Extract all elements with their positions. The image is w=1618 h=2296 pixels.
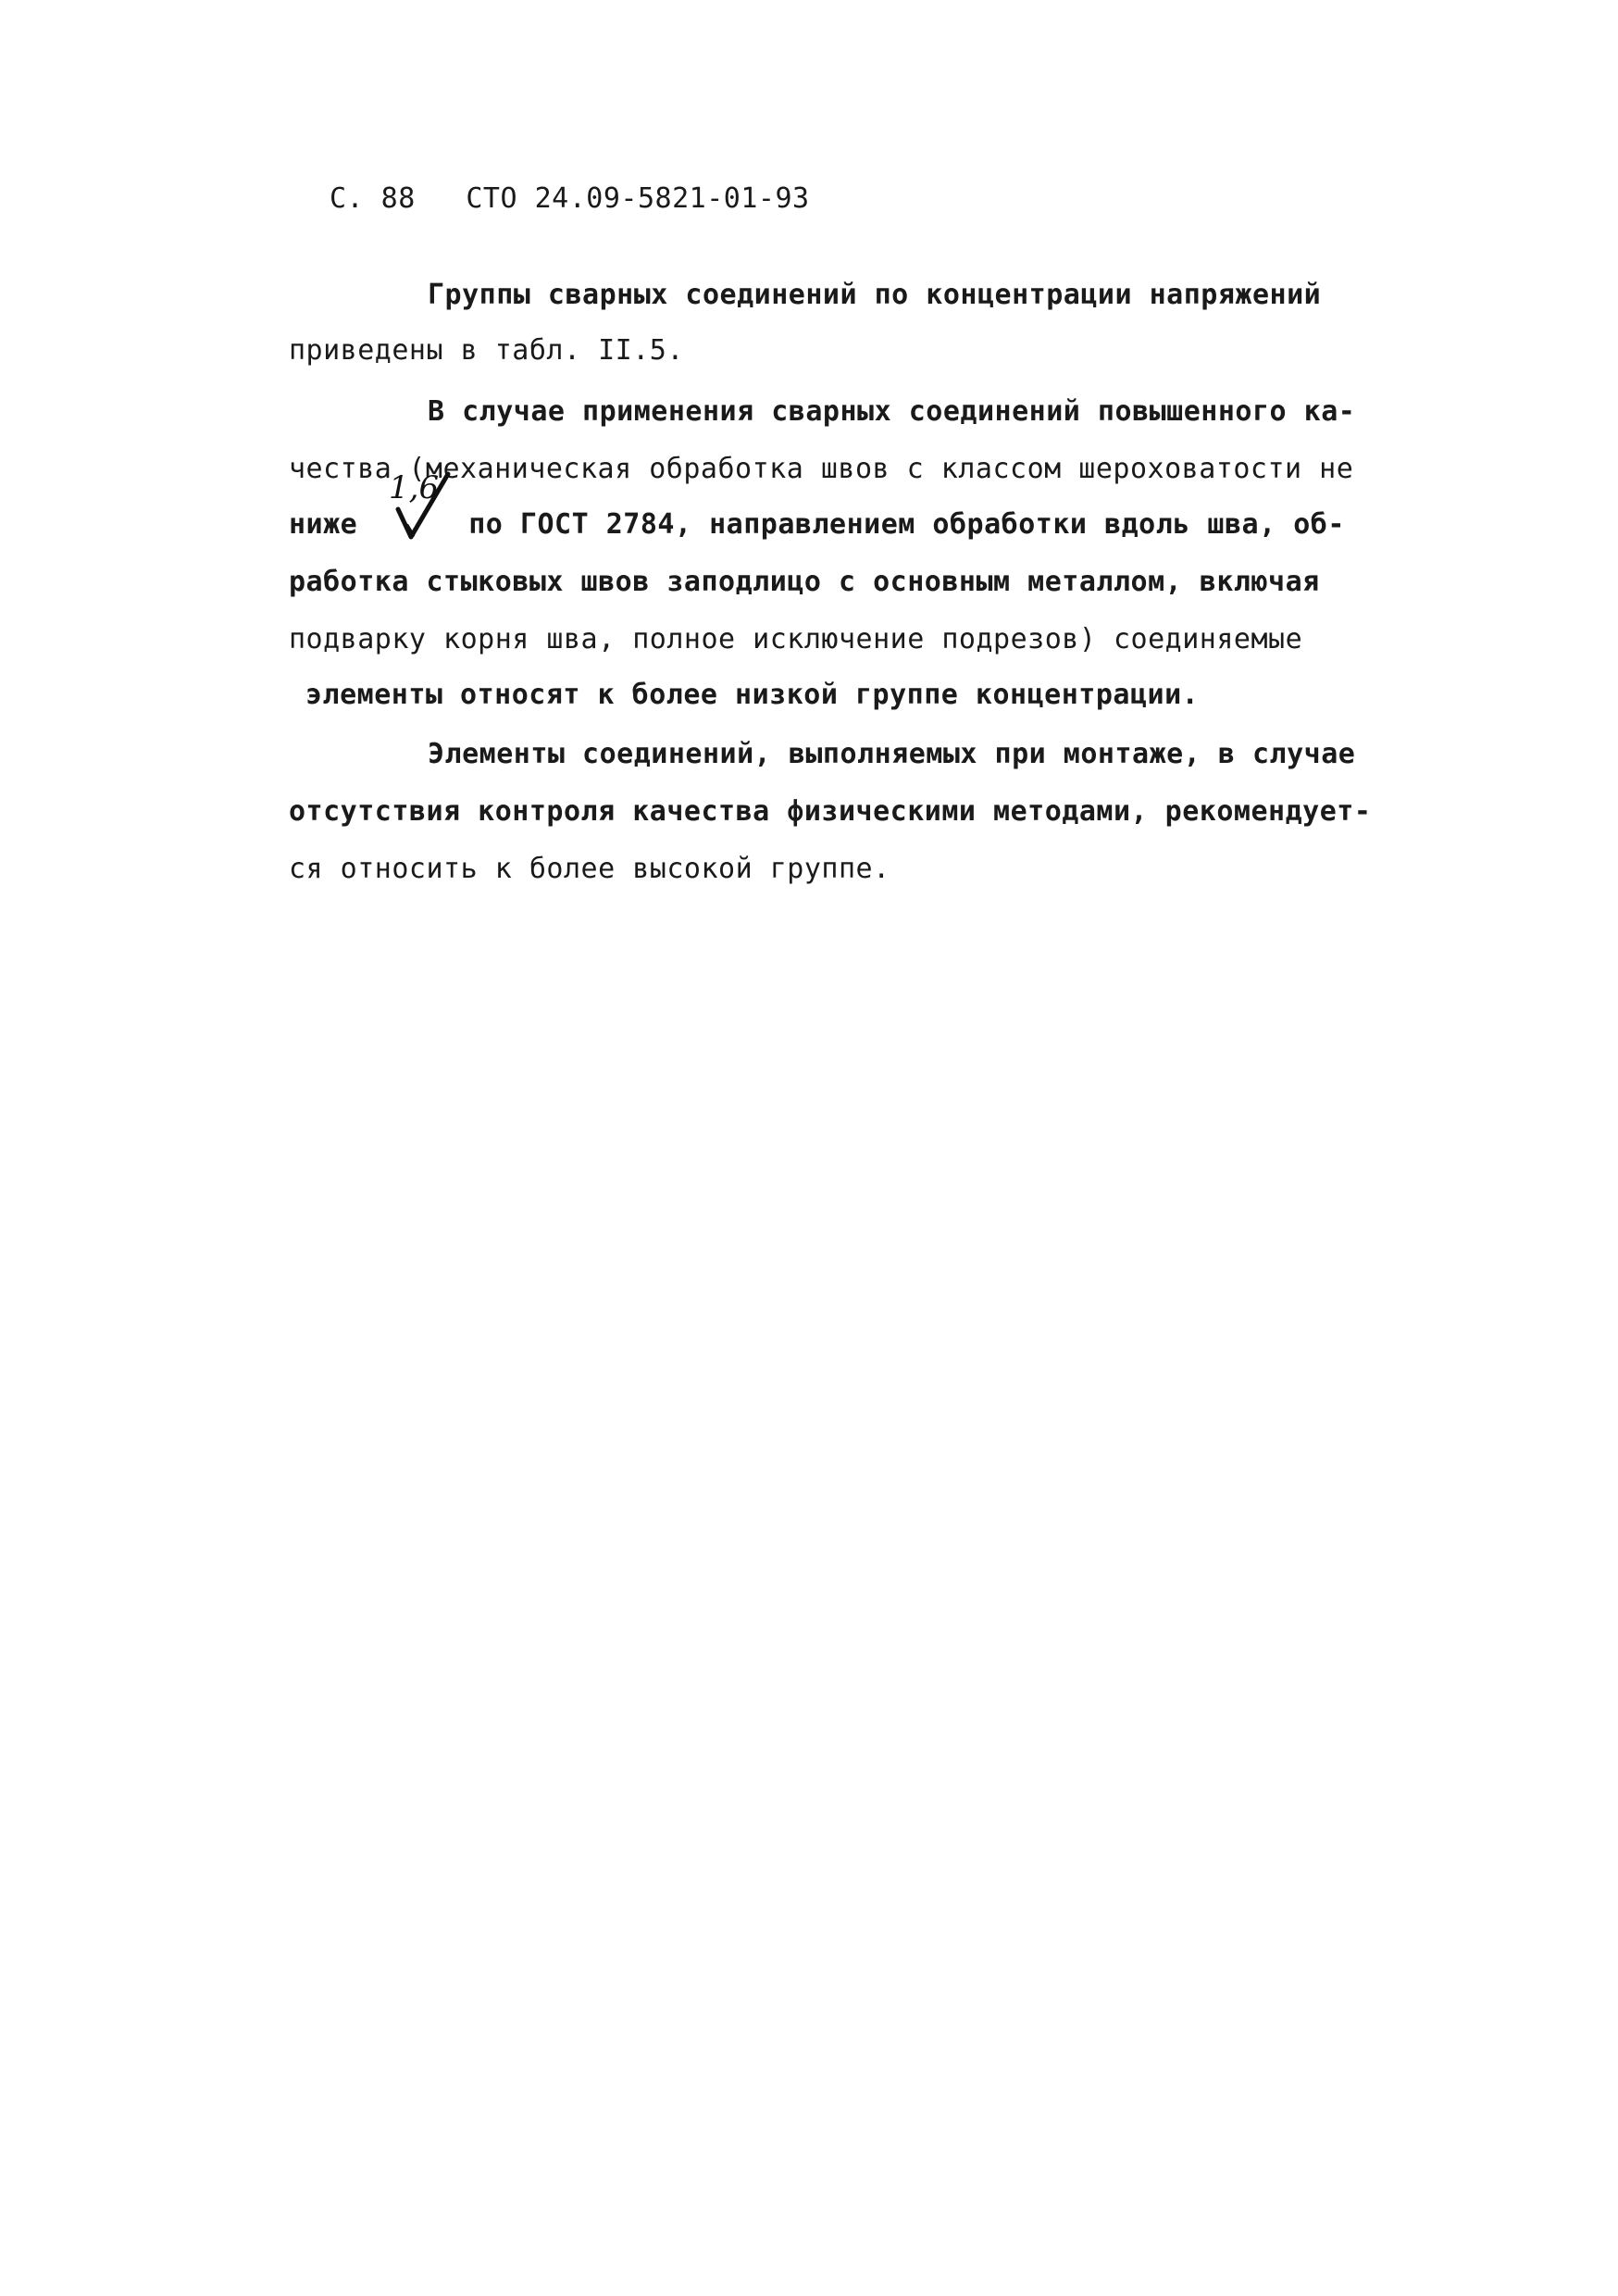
paragraph3-line1: Элементы соединений, выполняемых при монтаже, в случае (428, 738, 1356, 770)
paragraph1-line2: приведены в табл. II.5. (289, 334, 684, 367)
page-number: С. 88 (330, 182, 416, 215)
paragraph3-line2: отсутствия контроля качества физическими методами, рекомендует- (289, 795, 1372, 828)
paragraph2-line1: В случае применения сварных соединений повышенного ка- (428, 395, 1356, 428)
paragraph2-line6: элементы относят к более низкой группе концентрации. (305, 679, 1200, 711)
paragraph2-line4: работка стыковых швов заподлицо с основным металлом, включая (289, 566, 1320, 598)
paragraph2-line3 (289, 508, 1345, 541)
paragraph2-line2-rest: (механическая обработка швов с классом шероховатости не (408, 453, 1354, 485)
paragraph2-line3-rest: по ГОСТ 2784, направлением обработки вдоль шва, об- (468, 508, 1345, 541)
paragraph2-line5: подварку корня шва, полное исключение подрезов) соединяемые (289, 623, 1303, 655)
paragraph2-line3-prefix: ниже (289, 508, 358, 541)
paragraph3-line3: ся относить к более высокой группе. (289, 853, 890, 885)
page-header (330, 182, 810, 215)
paragraph2-line2-prefix: чества (289, 453, 392, 485)
paragraph1-line1: Группы сварных соединений по концентрации напряжений (428, 279, 1322, 311)
roughness-value: 1,6 (389, 469, 440, 506)
document-code: СТО 24.09-5821-01-93 (466, 182, 810, 215)
